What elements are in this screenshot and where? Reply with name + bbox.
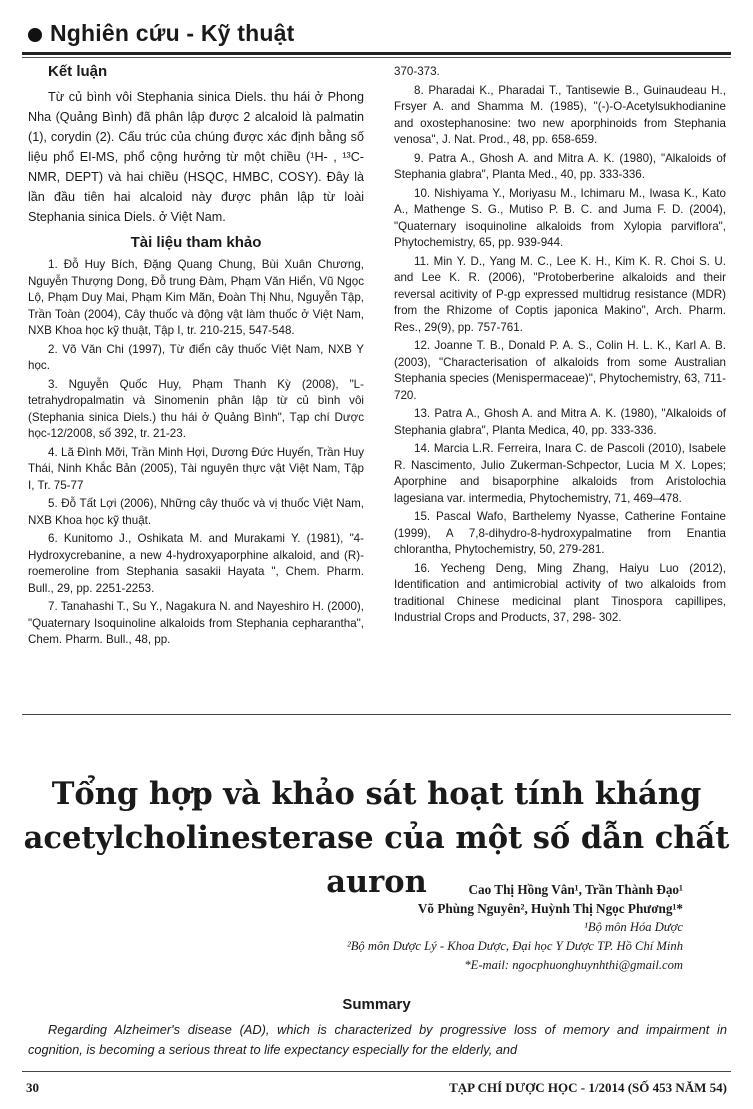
reference-item: 5. Đỗ Tất Lợi (2006), Những cây thuốc và vị thuốc Việt Nam, NXB Khoa học kỹ thuật. [28, 497, 364, 527]
authors-line: Cao Thị Hồng Vân¹, Trần Thành Đạo¹ [468, 882, 683, 897]
article-title-line: acetylcholinesterase của một số dẫn chất auron [23, 820, 730, 900]
reference-item: 9. Patra A., Ghosh A. and Mitra A. K. (1980), "Alkaloids of Stephania glabra", Planta Med., 40, pp. 333-336. [394, 151, 726, 181]
reference-item: 15. Pascal Wafo, Barthelemy Nyasse, Catherine Fontaine (1999), A 7,8-dihydro-8-hydroxypalmatine from Enantia chlorantha, Phytochemistry, 50, 279-281. [394, 510, 726, 556]
header-rule [22, 52, 731, 55]
reference-item: 13. Patra A., Ghosh A. and Mitra A. K. (1980), "Alkaloids of Stephania glabra", Planta Medica, 40, pp. 333-336. [394, 407, 726, 437]
reference-item: 14. Marcia L.R. Ferreira, Inara C. de Pascoli (2010), Isabele R. Nascimento, Julio Zukerman-Schpector, Lucia M X. Lopes; Aporphine and bisaporphine alkaloids from Aristolochia lagesiana var. intermedia, Phytochemistry, 71, 469–478. [394, 442, 726, 505]
conclusion-heading: Kết luận [48, 63, 108, 80]
reference-item: 16. Yecheng Deng, Ming Zhang, Haiyu Luo (2012), Identification and antimicrobial activity of two alkaloids from traditional Chinese medicinal plant Tinospora capillipes, Industrial Crops and Products, 37, 298- 302. [394, 561, 726, 624]
references-heading: Tài liệu tham khảo [130, 233, 262, 251]
reference-continuation: 370-373. [394, 65, 440, 78]
left-column [28, 64, 364, 651]
article-title-line: Tổng hợp và khảo sát hoạt tính kháng [51, 776, 702, 812]
reference-item: 11. Min Y. D., Yang M. C., Lee K. H., Kim K. R. Choi S. U. and Lee K. R. (2006), "Protoberberine alkaloids and their reversal acitivity of P-gp expressed multidrug resistance (MDR) from the Rhizome of Coptis japonica Makino", Arch. Pharm. Res., 29(9), pp. 757-761. [394, 254, 726, 334]
summary-text: Regarding Alzheimer's disease (AD), which is characterized by progressive loss of memory and impairment in cognition, is becoming a serious threat to life expectancy especially for the elderly, and [28, 1022, 727, 1057]
authors-line: Võ Phùng Nguyên², Huỳnh Thị Ngọc Phương¹* [417, 901, 683, 916]
header-rule-thin [22, 57, 731, 58]
reference-item: 3. Nguyễn Quốc Huy, Phạm Thanh Kỳ (2008), "L-tetrahydropalmatin và Sinomenin phân lập từ củ bình vôi (Stephania sinica Diels.) thu hái ở Quảng Bình", Tạp chí Dược học-12/2008, số 392, tr. 21-23. [28, 377, 364, 440]
affiliation: ²Bộ môn Dược Lý - Khoa Dược, Đại học Y Dược TP. Hồ Chí Minh [346, 939, 683, 953]
affiliation: ¹Bộ môn Hóa Dược [584, 920, 683, 934]
conclusion-text: Từ củ bình vôi Stephania sinica Diels. thu hái ở Phong Nha (Quảng Bình) đã phân lập được 2 alcaloid là palmatin (1), corydin (2). Cấu trúc của chúng được xác định bằng số liệu phổ EI-MS, phổ cộng hưởng từ một chiều (¹H- , ¹³C-NMR, DEPT) và hai chiều (HSQC, HMBC, COSY). Đây là lần đầu tiên hai alcaloid này được phân lập từ loài Stephania sinica Diels. ở Việt Nam. [28, 89, 364, 224]
reference-item: 10. Nishiyama Y., Moriyasu M., Ichimaru M., Iwasa K., Kato A., Mathenge S. G., Mutiso P. B. C. and Juma F. D. (2004), "Quaternary isoquinoline alkaloids from Xylopia parviflora", Phytochemistry, 65, pp. 939-944. [394, 186, 726, 249]
reference-item: 6. Kunitomo J., Oshikata M. and Murakami Y. (1981), "4-Hydroxycrebanine, a new 4-hydroxyaporphine alkaloid, and (R)-roemeroline from Stephania sasakii Hayata ", Chem. Pharm. Bull., 29, pp. 2251-2253. [28, 532, 364, 595]
footer-rule [22, 1071, 731, 1072]
section-header [22, 18, 731, 52]
reference-item: 12. Joanne T. B., Donald P. A. S., Colin H. L. K., Karl A. B. (2003), "Characterisation of alkaloids from some Australian Stephania species (Menispermaceae)", Phytochemistry, 63, 711-720. [394, 339, 726, 402]
reference-item: 8. Pharadai K., Pharadai T., Tantisewie B., Guinaudeau H., Frsyer A. and Shamma M. (1985), "(-)-O-Acetylsukhodianine and oxostephanosine: two new aporphinoids from Stephania venosa", J. Nat. Prod., 48, pp. 658-659. [394, 83, 726, 146]
journal-footer: TẠP CHÍ DƯỢC HỌC - 1/2014 (SỐ 453 NĂM 54) [449, 1080, 727, 1095]
summary-heading: Summary [342, 996, 411, 1013]
bullet-icon [28, 28, 42, 42]
section-divider [22, 714, 731, 715]
author-block [347, 880, 683, 975]
page-number: 30 [26, 1080, 39, 1095]
author-email: *E-mail: ngocphuonghuynhthi@gmail.com [464, 958, 683, 972]
reference-item: 1. Đỗ Huy Bích, Đặng Quang Chung, Bùi Xuân Chương, Nguyễn Thượng Dong, Đỗ trung Đàm, Phạm Văn Hiển, Vũ Ngọc Lộ, Phạm Duy Mai, Phạm Kim Mãn, Đoàn Thị Nhu, Nguyễn Tập, Trần Toàn (2004), Cây thuốc và động vật làm thuốc ở Việt Nam, NXB Khoa học kỹ thuật, Tập I, tr. 210-215, 547-548. [28, 258, 364, 337]
section-title: Nghiên cứu - Kỹ thuật [50, 20, 295, 46]
right-column [394, 64, 726, 629]
reference-item: 7. Tanahashi T., Su Y., Nagakura N. and Nayeshiro H. (2000), "Quaternary Isoquinoline alkaloids from Stephania cepharantha", Chem. Pharm. Bull., 48, pp. [28, 600, 364, 646]
reference-item: 4. Lã Đình Mỡi, Trần Minh Hợi, Dương Đức Huyến, Trần Huy Thái, Ninh Khắc Bản (2005), Tài nguyên thực vật Việt Nam, Tập I, Tr. 75-77 [28, 445, 364, 492]
reference-item: 2. Võ Văn Chi (1997), Từ điển cây thuốc Việt Nam, NXB Y học. [28, 342, 364, 372]
